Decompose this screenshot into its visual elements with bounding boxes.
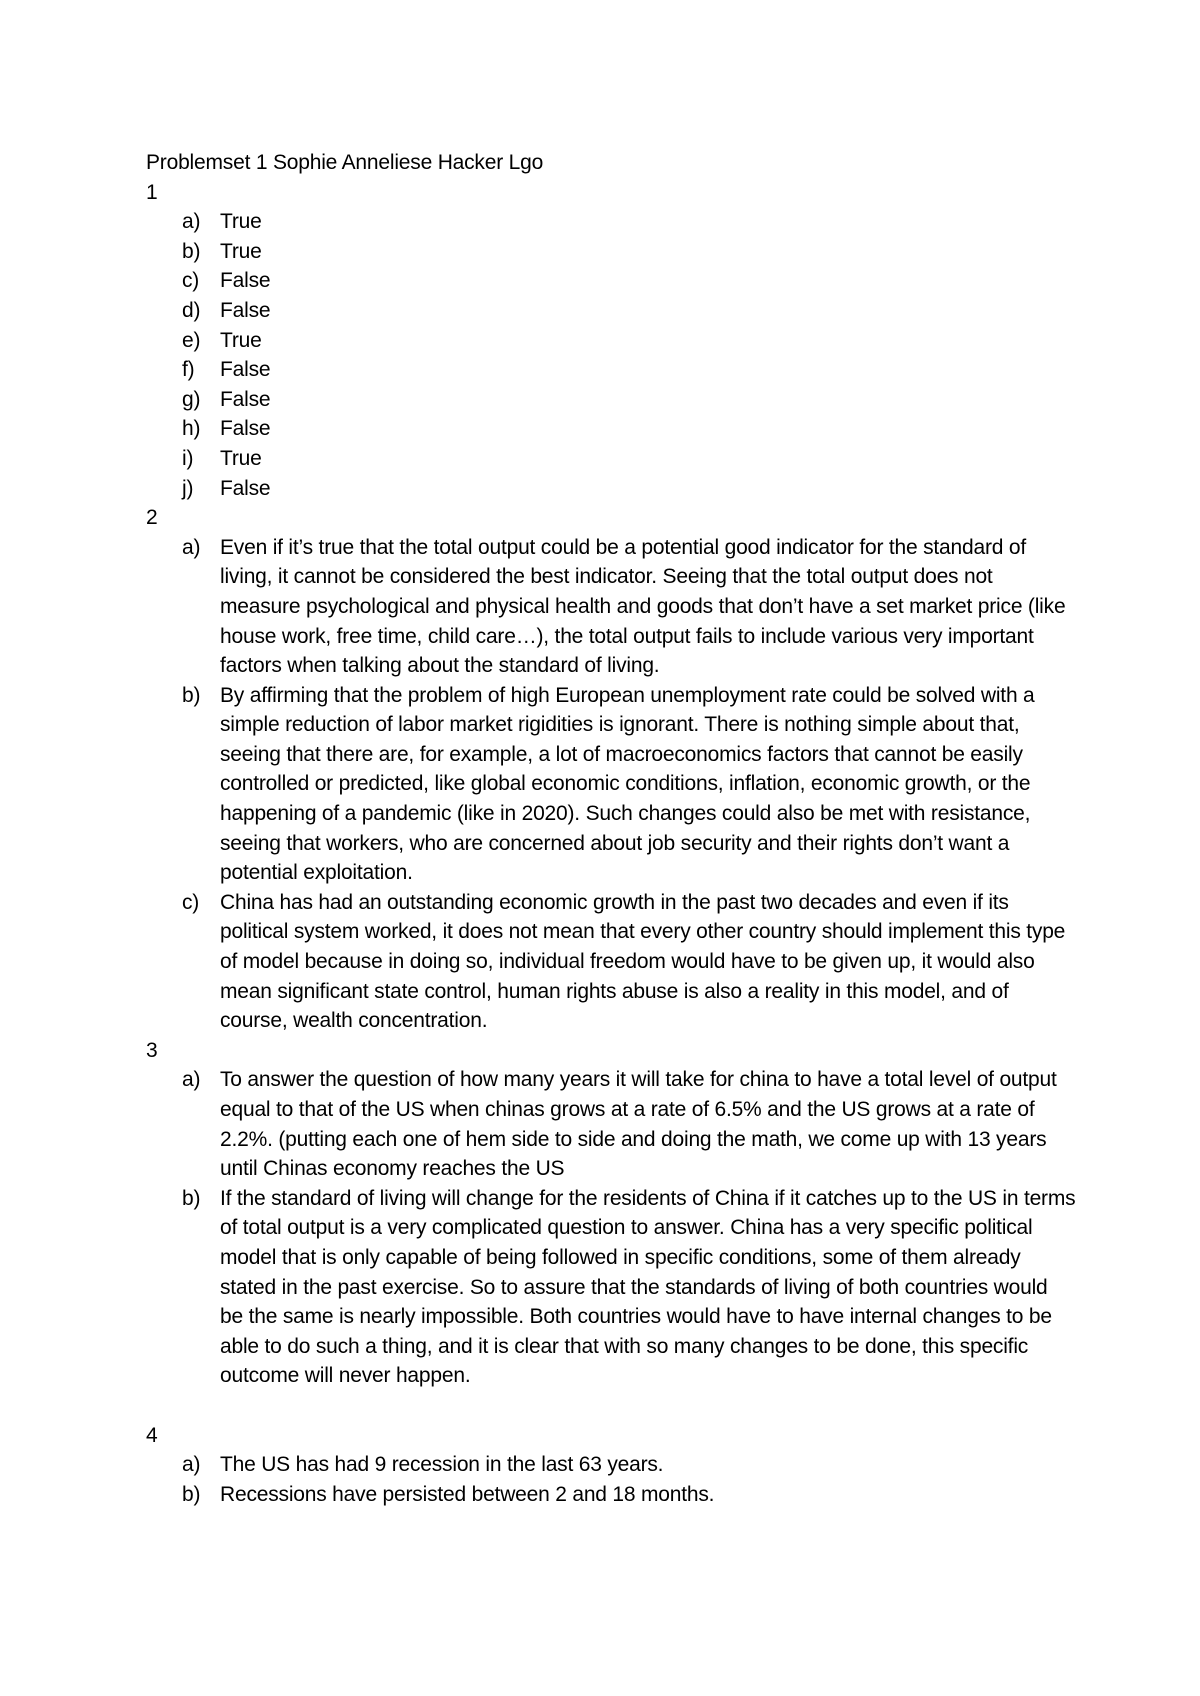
list-item xyxy=(146,355,1076,385)
list-item xyxy=(146,296,1076,326)
item-text: False xyxy=(220,417,271,441)
item-marker: a) xyxy=(182,535,201,559)
document-body xyxy=(146,148,1076,1509)
section-number: 2 xyxy=(146,506,158,530)
document-title: Problemset 1 Sophie Anneliese Hacker Lgo xyxy=(146,151,544,174)
list-item xyxy=(146,1184,1076,1391)
item-marker: j) xyxy=(182,476,194,500)
item-marker: c) xyxy=(182,269,200,293)
item-text: False xyxy=(220,269,271,293)
list-item xyxy=(146,1480,1076,1510)
item-marker: c) xyxy=(182,890,200,914)
item-marker: a) xyxy=(182,1068,201,1092)
item-marker: g) xyxy=(182,387,201,411)
section-4 xyxy=(146,1421,1076,1510)
list-item xyxy=(146,1065,1076,1183)
item-marker: h) xyxy=(182,417,201,441)
item-text: False xyxy=(220,476,271,500)
item-marker: b) xyxy=(182,1186,201,1210)
item-text: Even if it’s true that the total output could be a potential good indicator for the standard of living, it cannot be considered the best indicator. Seeing that the total output does not measure psychological and physical health and goods that don’t have a set market price (like house work, free time, child care…), the total output fails to include various very important factors when talking about the standard of living. xyxy=(220,535,1066,678)
list-item xyxy=(146,207,1076,237)
section-1 xyxy=(146,178,1076,504)
item-text: True xyxy=(220,210,262,234)
list-item xyxy=(146,237,1076,267)
section-3 xyxy=(146,1036,1076,1391)
item-text: True xyxy=(220,446,262,470)
item-marker: a) xyxy=(182,1453,201,1477)
item-marker: e) xyxy=(182,328,201,352)
answer-list xyxy=(146,207,1076,503)
item-text: By affirming that the problem of high European unemployment rate could be solved with a simple reduction of labor market rigidities is ignorant. There is nothing simple about that, seeing that there are, for example, a lot of macroeconomics factors that cannot be easily controlled or predicted, like global economic conditions, inflation, economic growth, or the happening of a pandemic (like in 2020). Such changes could also be met with resistance, seeing that workers, who are concerned about job security and their rights don’t want a potential exploitation. xyxy=(220,683,1035,885)
list-item xyxy=(146,444,1076,474)
item-marker: f) xyxy=(182,358,195,382)
blank-line xyxy=(146,1391,1076,1421)
section-2 xyxy=(146,503,1076,1036)
item-text: If the standard of living will change for the residents of China if it catches up to the US in terms of total output is a very complicated question to answer. China has a very specific political model that is only capable of being followed in specific conditions, some of them already stated in the past exercise. So to assure that the standards of living of both countries would be the same is nearly impossible. Both countries would have to have internal changes to be able to do such a thing, and it is clear that with so many changes to be done, this specific outcome will never happen. xyxy=(220,1186,1076,1388)
item-marker: i) xyxy=(182,446,194,470)
answer-list xyxy=(146,1065,1076,1391)
answer-list xyxy=(146,533,1076,1036)
item-text: False xyxy=(220,358,271,382)
list-item xyxy=(146,385,1076,415)
item-text: Recessions have persisted between 2 and 18 months. xyxy=(220,1482,715,1506)
item-marker: a) xyxy=(182,210,201,234)
section-number: 3 xyxy=(146,1038,158,1062)
item-text: True xyxy=(220,328,262,352)
list-item xyxy=(146,1450,1076,1480)
list-item xyxy=(146,681,1076,888)
item-text: China has had an outstanding economic growth in the past two decades and even if its political system worked, it does not mean that every other country should implement this type of model because in doing so, individual freedom would have to be given up, it would also mean significant state control, human rights abuse is also a reality in this model, and of course, wealth concentration. xyxy=(220,890,1066,1033)
item-text: The US has had 9 recession in the last 63 years. xyxy=(220,1453,664,1477)
list-item xyxy=(146,326,1076,356)
section-number: 1 xyxy=(146,180,158,204)
item-text: False xyxy=(220,387,271,411)
section-number: 4 xyxy=(146,1423,158,1447)
list-item xyxy=(146,266,1076,296)
item-marker: b) xyxy=(182,239,201,263)
list-item xyxy=(146,474,1076,504)
item-text: To answer the question of how many years it will take for china to have a total level of output equal to that of the US when chinas grows at a rate of 6.5% and the US grows at a rate of 2.2%. (putting each one of hem side to side and doing the math, we come up with 13 years until Chinas economy reaches the US xyxy=(220,1068,1057,1181)
item-text: True xyxy=(220,239,262,263)
list-item xyxy=(146,414,1076,444)
item-text: False xyxy=(220,298,271,322)
item-marker: b) xyxy=(182,683,201,707)
item-marker: b) xyxy=(182,1482,201,1506)
answer-list xyxy=(146,1450,1076,1509)
list-item xyxy=(146,533,1076,681)
item-marker: d) xyxy=(182,298,201,322)
list-item xyxy=(146,888,1076,1036)
